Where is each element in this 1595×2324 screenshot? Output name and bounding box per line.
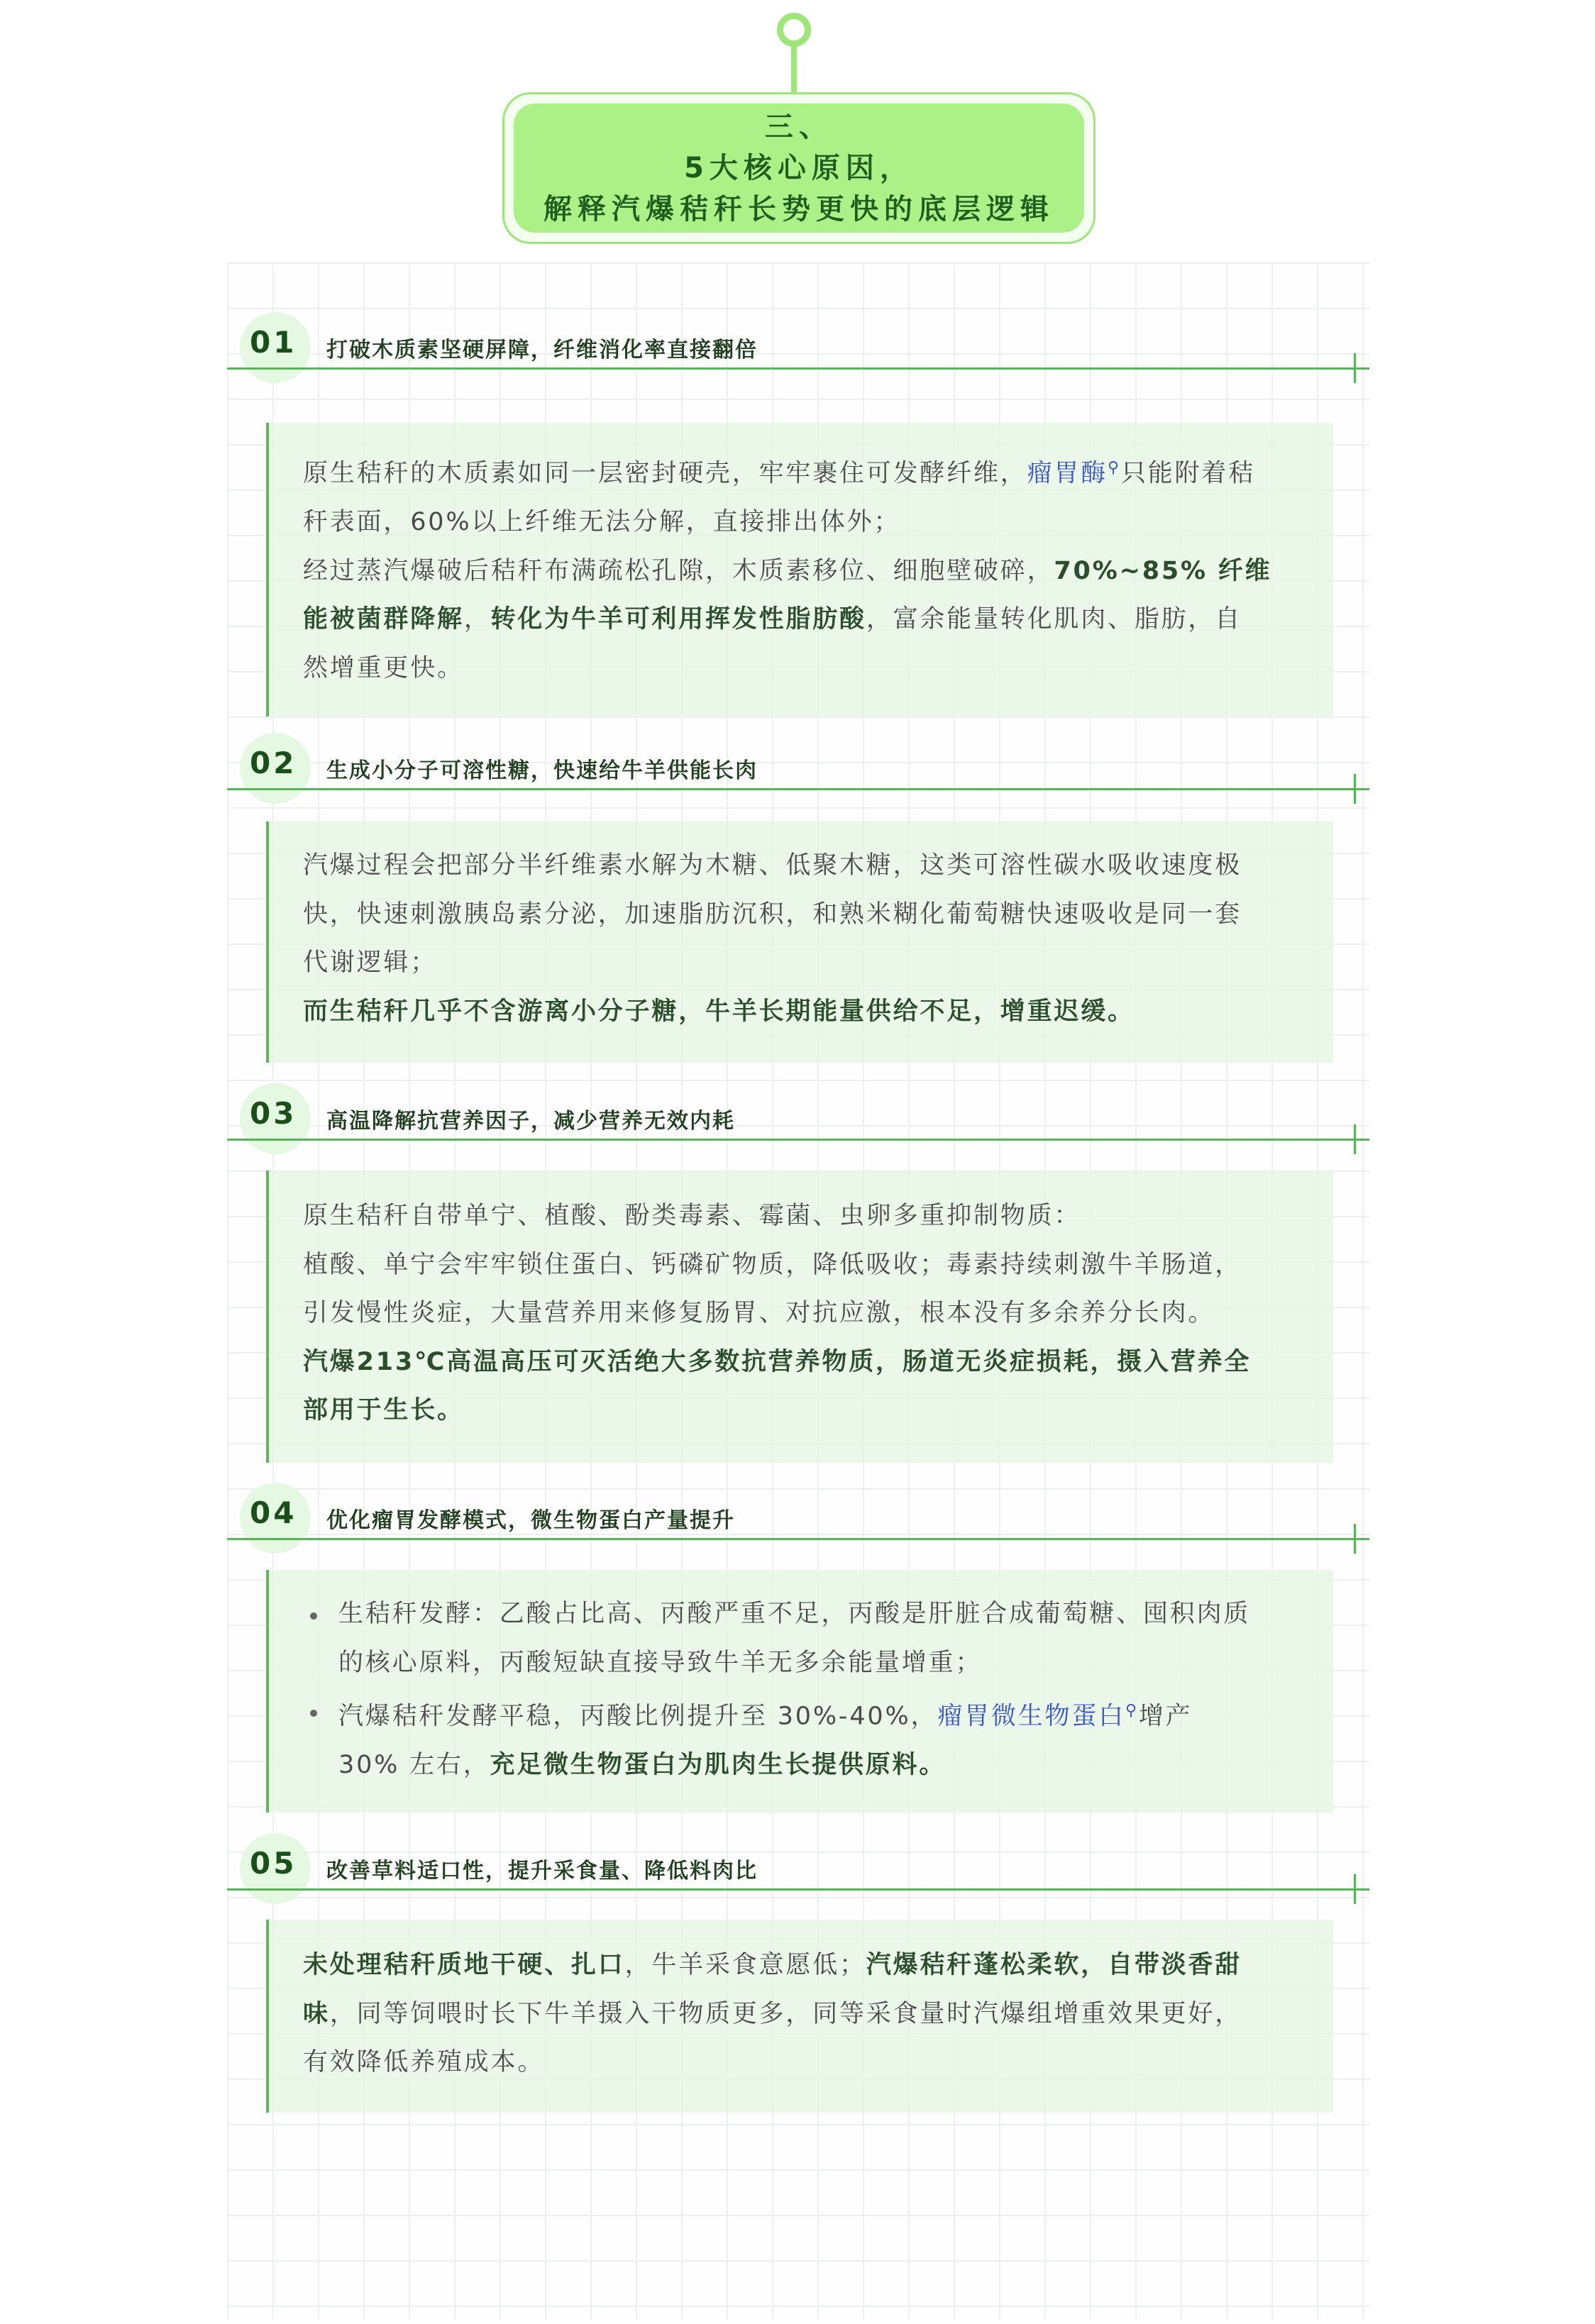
text-run: 原生秸秆的木质素如同一层密封硬壳，牢牢裹住可发酵纤维， bbox=[303, 459, 1027, 488]
text-run: ，富余能量转化肌肉、脂肪，自 bbox=[866, 605, 1242, 634]
section-03-text bbox=[303, 1192, 1303, 1435]
section-divider bbox=[227, 1538, 1369, 1540]
text-run: 原生秸秆自带单宁、植酸、酚类毒素、霉菌、虫卵多重抑制物质： bbox=[303, 1202, 1081, 1230]
text-run: 经过蒸汽爆破后秸秆布满疏松孔隙，木质素移位、细胞壁破碎， bbox=[303, 556, 1054, 585]
section-03-heading bbox=[227, 1083, 1369, 1161]
section-number: 05 bbox=[250, 1846, 297, 1881]
bold-text: 未处理秸秆质地干硬、扎口 bbox=[303, 1951, 625, 1979]
text-run: 汽爆秸秆发酵平稳，丙酸比例提升至 30%-40%， bbox=[338, 1702, 938, 1731]
section-04-panel bbox=[266, 1570, 1333, 1813]
section-02-panel bbox=[266, 821, 1333, 1063]
section-divider bbox=[227, 788, 1369, 790]
section-divider bbox=[227, 1139, 1369, 1141]
bold-text: 味 bbox=[303, 1999, 330, 2028]
section-divider bbox=[227, 1888, 1369, 1891]
section-04-heading bbox=[227, 1483, 1369, 1561]
section-02-heading bbox=[227, 733, 1369, 811]
section-number: 04 bbox=[250, 1495, 297, 1530]
header-line-2: 5大核心原因， bbox=[684, 152, 914, 184]
text-run: 有效降低养殖成本。 bbox=[303, 2048, 545, 2076]
divider-cross-mark bbox=[1354, 1874, 1356, 1904]
section-title: 优化瘤胃发酵模式，微生物蛋白产量提升 bbox=[326, 1508, 735, 1533]
header-inner bbox=[514, 104, 1084, 233]
section-01-text bbox=[303, 444, 1303, 692]
header-line-3: 解释汽爆秸秆长势更快的底层逻辑 bbox=[543, 193, 1054, 226]
section-02-text bbox=[303, 841, 1303, 1036]
section-title: 生成小分子可溶性糖，快速给牛羊供能长肉 bbox=[326, 758, 758, 783]
text-run: 快，快速刺激胰岛素分泌，加速脂肪沉积，和熟米糊化葡萄糖快速吸收是同一套 bbox=[303, 900, 1242, 929]
section-01-heading bbox=[227, 312, 1369, 390]
bullet-dot bbox=[310, 1612, 317, 1620]
bold-text: 充足微生物蛋白为肌肉生长提供原料。 bbox=[490, 1751, 946, 1780]
section-01-panel bbox=[266, 423, 1333, 716]
text-run: 植酸、单宁会牢牢锁住蛋白、钙磷矿物质，降低吸收；毒素持续刺激牛羊肠道， bbox=[303, 1250, 1242, 1279]
divider-cross-mark bbox=[1354, 353, 1356, 383]
text-run: 然增重更快。 bbox=[303, 653, 464, 682]
divider-cross-mark bbox=[1354, 1524, 1356, 1554]
text-run: ， bbox=[463, 605, 491, 634]
text-run: 增产 bbox=[1138, 1702, 1193, 1731]
microbial-protein-link[interactable]: 瘤胃微生物蛋白 bbox=[937, 1702, 1125, 1731]
text-run: ，牛羊采食意愿低； bbox=[624, 1951, 866, 1979]
section-05-panel bbox=[266, 1920, 1333, 2113]
section-number: 02 bbox=[250, 746, 297, 780]
divider-cross-mark bbox=[1354, 1124, 1356, 1154]
section-title: 高温降解抗营养因子，减少营养无效内耗 bbox=[326, 1109, 735, 1134]
section-divider bbox=[227, 367, 1369, 370]
text-run: 引发慢性炎症，大量营养用来修复肠胃、对抗应激，根本没有多余养分长肉。 bbox=[303, 1299, 1215, 1327]
header-banner bbox=[502, 92, 1095, 244]
bold-text: 70%~85% 纤维 bbox=[1054, 556, 1272, 585]
section-03-panel bbox=[266, 1171, 1333, 1463]
section-05-heading bbox=[227, 1833, 1369, 1911]
text-run: 秆表面，60%以上纤维无法分解，直接排出体外； bbox=[303, 508, 901, 537]
bold-text: 汽爆秸秆蓬松柔软，自带淡香甜 bbox=[866, 1951, 1242, 1979]
bullet-dot bbox=[310, 1710, 317, 1717]
text-run: 汽爆过程会把部分半纤维素水解为木糖、低聚木糖，这类可溶性碳水吸收速度极 bbox=[303, 851, 1242, 880]
bold-text: 汽爆213℃高温高压可灭活绝大多数抗营养物质，肠道无炎症损耗，摄入营养全 bbox=[303, 1347, 1252, 1376]
rumen-enzyme-link[interactable]: 瘤胃酶 bbox=[1027, 459, 1108, 488]
bold-text: 而生秸秆几乎不含游离小分子糖，牛羊长期能量供给不足，增重迟缓。 bbox=[303, 997, 1135, 1026]
search-icon[interactable]: ⚲ bbox=[1108, 459, 1121, 477]
header-ring-icon bbox=[777, 13, 811, 47]
section-title: 打破木质素坚硬屏障，纤维消化率直接翻倍 bbox=[326, 338, 758, 363]
bold-text: 能被菌群降解 bbox=[303, 605, 464, 634]
section-title: 改善草料适口性，提升采食量、降低料肉比 bbox=[326, 1859, 758, 1883]
section-number: 03 bbox=[250, 1096, 297, 1131]
bold-text: 部用于生长。 bbox=[303, 1396, 464, 1424]
bold-text: 转化为牛羊可利用挥发性脂肪酸 bbox=[490, 605, 866, 634]
header-line-1: 三、 bbox=[765, 111, 833, 143]
section-04-text bbox=[338, 1590, 1303, 1790]
section-05-text bbox=[303, 1941, 1303, 2087]
text-run: 的核心原料，丙酸短缺直接导致牛羊无多余能量增重； bbox=[338, 1648, 983, 1677]
text-run: ，同等饲喂时长下牛羊摄入干物质更多，同等采食量时汽爆组增重效果更好， bbox=[329, 1999, 1242, 2028]
section-number: 01 bbox=[250, 325, 297, 360]
text-run: 30% 左右， bbox=[338, 1751, 490, 1780]
text-run: 代谢逻辑； bbox=[303, 948, 438, 977]
search-icon[interactable]: ⚲ bbox=[1125, 1702, 1139, 1720]
divider-cross-mark bbox=[1354, 774, 1356, 804]
text-run: 只能附着秸 bbox=[1120, 459, 1255, 488]
text-run: 生秸秆发酵：乙酸占比高、丙酸严重不足，丙酸是肝脏合成葡萄糖、囤积肉质 bbox=[338, 1600, 1251, 1628]
